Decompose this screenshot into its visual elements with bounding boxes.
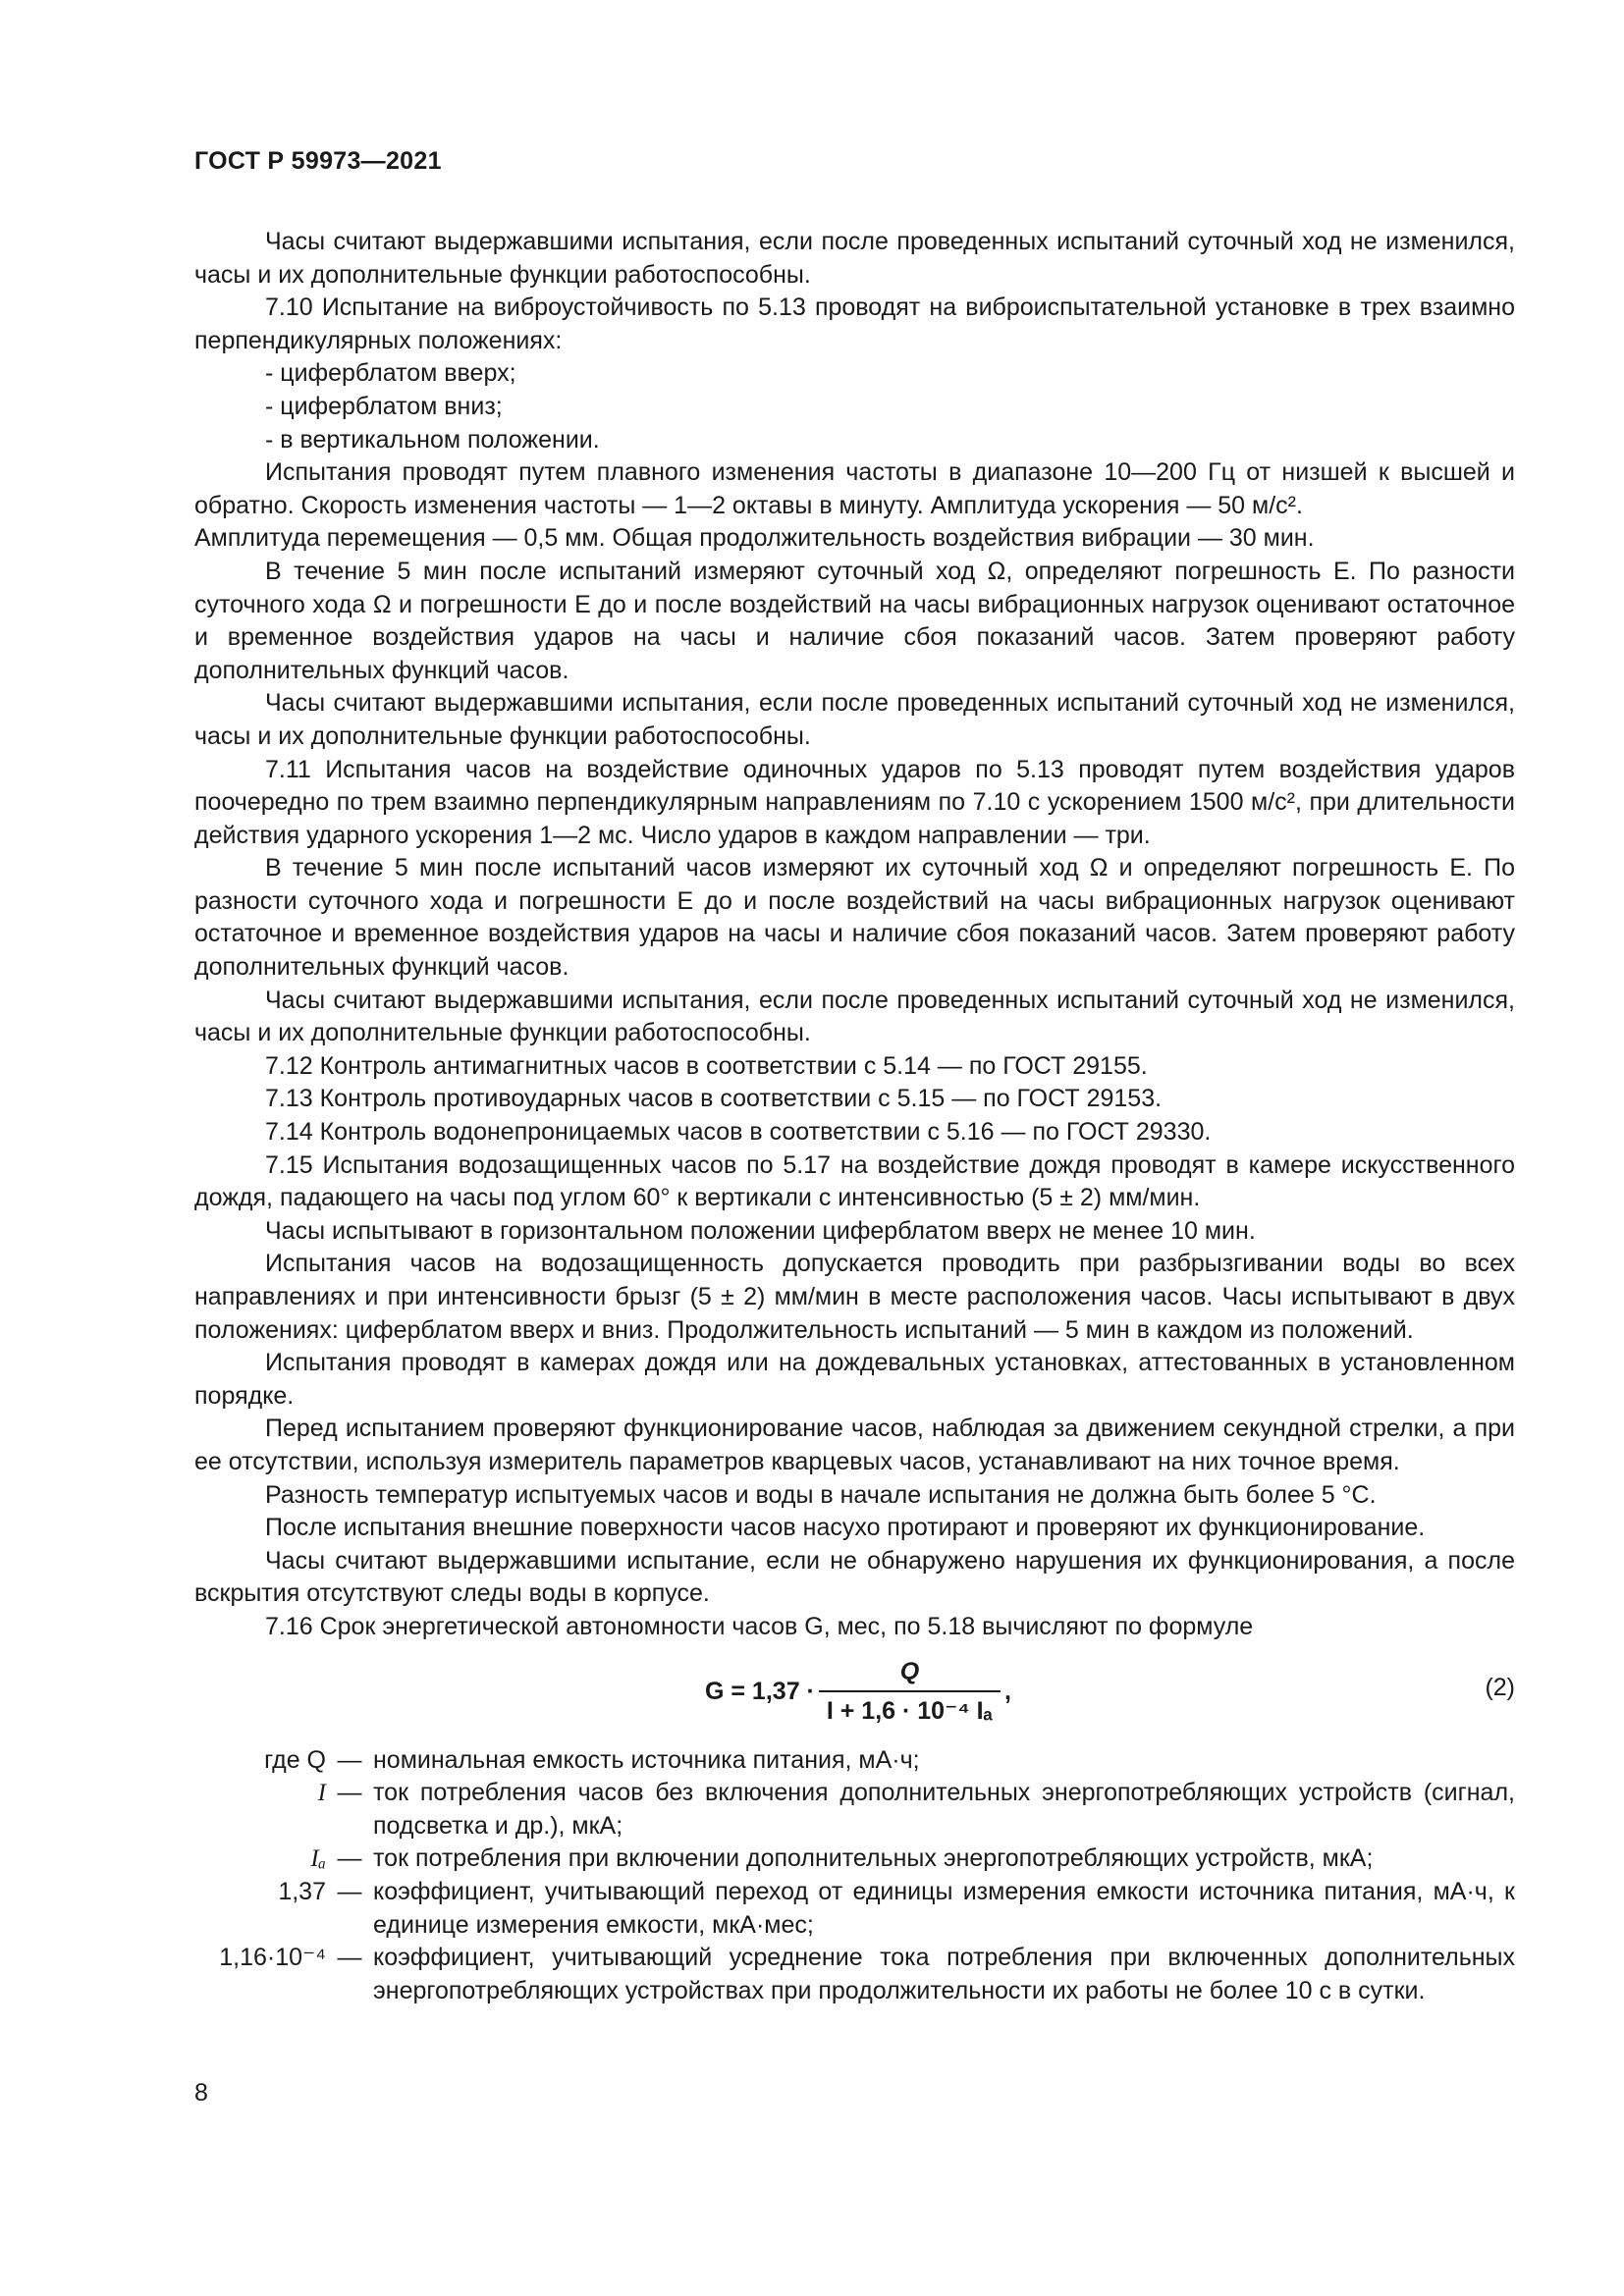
formula-legend [194, 1744, 1515, 2008]
legend-symbol: Iₐ [310, 1845, 326, 1873]
paragraph: Часы считают выдержавшими испытания, если после проведенных испытаний суточный ход не изменился, часы и их дополнительные функции работоспособны. [194, 986, 1515, 1047]
formula-lhs: G = 1,37 · [705, 1677, 815, 1705]
formula-number: (2) [1485, 1673, 1515, 1701]
legend-dash: — [337, 1745, 362, 1774]
page-header-title: ГОСТ Р 59973—2021 [194, 147, 442, 175]
legend-text: коэффициент, учитывающий переход от единицы измерения емкости источника питания, мА·ч, к единице измерения емкости, мкА·мес; [373, 1877, 1515, 1939]
body-text [194, 226, 1515, 2007]
list-item: - циферблатом вниз; [265, 392, 503, 420]
paragraph: Часы считают выдержавшими испытания, если после проведенных испытаний суточный ход не изменился, часы и их дополнительные функции работоспособны. [194, 689, 1515, 750]
legend-row [194, 1777, 1515, 1842]
paragraph-7-13: 7.13 Контроль противоударных часов в соответствии с 5.15 — по ГОСТ 29153. [265, 1085, 1163, 1113]
legend-dash: — [337, 1844, 362, 1873]
paragraph: Испытания проводят в камерах дождя или на дождевальных установках, аттестованных в установленном порядке. [194, 1349, 1515, 1410]
legend-row [194, 1942, 1515, 2007]
legend-dash: — [337, 1779, 362, 1807]
paragraph: Амплитуда перемещения — 0,5 мм. Общая продолжительность воздействия вибрации — 30 мин. [194, 524, 1315, 553]
paragraph: Перед испытанием проверяют функционирование часов, наблюдая за движением секундной стрелки, а при ее отсутствии, используя измеритель параметров кварцевых часов, устанавливают на них точное время. [194, 1415, 1515, 1475]
legend-text: номинальная емкость источника питания, мА·ч; [373, 1745, 920, 1774]
list-item: - циферблатом вверх; [265, 359, 516, 388]
legend-dash: — [337, 1944, 362, 1972]
paragraph: В течение 5 мин после испытаний часов измеряют их суточный ход Ω и определяют погрешность E. По разности суточного хода и погрешности E до и после воздействий на часы вибрационных нагрузок оценивают остаточное и временное воздействия ударов на часы и наличие сбоя показаний часов. Затем проверяют работу дополнительных функций часов. [194, 854, 1515, 982]
paragraph: После испытания внешние поверхности часов насухо протирают и проверяют их функционирование. [265, 1514, 1426, 1542]
paragraph-7-16: 7.16 Срок энергетической автономности часов G, мес, по 5.18 вычисляют по формуле [265, 1612, 1254, 1640]
legend-symbol: где Q [264, 1745, 326, 1774]
formula-expression [705, 1656, 1011, 1729]
paragraph: Разность температур испытуемых часов и воды в начале испытания не должна быть более 5 °С. [265, 1480, 1377, 1509]
paragraph-7-12: 7.12 Контроль антимагнитных часов в соответствии с 5.14 — по ГОСТ 29155. [265, 1051, 1148, 1080]
paragraph-7-15: 7.15 Испытания водозащищенных часов по 5.17 на воздействие дождя проводят в камере искусственного дождя, падающего на часы под углом 60° к вертикали с интенсивностью (5 ± 2) мм/мин. [194, 1150, 1515, 1212]
legend-symbol: 1,37 [278, 1877, 326, 1905]
legend-row [194, 1842, 1515, 1876]
formula-2 [194, 1648, 1515, 1738]
legend-dash: — [337, 1877, 362, 1905]
formula-fraction [819, 1656, 1001, 1729]
page-number: 8 [194, 2079, 208, 2107]
list-item: - в вертикальном положении. [265, 425, 600, 454]
formula-denominator: I + 1,6 · 10⁻⁴ Iₐ [819, 1690, 1001, 1729]
paragraph: Часы считают выдержавшими испытание, если не обнаружено нарушения их функционирования, а после вскрытия отсутствуют следы воды в корпусе. [194, 1546, 1515, 1608]
legend-row [194, 1744, 1515, 1778]
legend-text: ток потребления часов без включения дополнительных энергопотребляющих устройств (сигнал, подсветка и др.), мкА; [373, 1779, 1515, 1840]
paragraph-7-11: 7.11 Испытания часов на воздействие одиночных ударов по 5.13 проводят путем воздействия ударов поочередно по трем взаимно перпендикулярным направлениям по 7.10 с ускорением 1500 м/с², при длительности действия ударного ускорения 1—2 мс. Число ударов в каждом направлении — три. [194, 755, 1515, 849]
paragraph: Часы испытывают в горизонтальном положении циферблатом вверх не менее 10 мин. [265, 1216, 1256, 1245]
formula-tail: , [1003, 1677, 1011, 1705]
paragraph: В течение 5 мин после испытаний измеряют суточный ход Ω, определяют погрешность E. По разности суточного хода Ω и погрешности E до и после воздействий на часы вибрационных нагрузок оценивают остаточное и временное воздействия ударов на часы и наличие сбоя показаний часов. Затем проверяют работу дополнительных функций часов. [194, 557, 1515, 684]
paragraph-7-14: 7.14 Контроль водонепроницаемых часов в соответствии с 5.16 — по ГОСТ 29330. [265, 1118, 1212, 1147]
legend-symbol: I [317, 1780, 326, 1807]
legend-symbol: 1,16·10⁻⁴ [219, 1944, 326, 1972]
paragraph: Часы считают выдержавшими испытания, если после проведенных испытаний суточный ход не изменился, часы и их дополнительные функции работоспособны. [194, 228, 1515, 289]
legend-text: ток потребления при включении дополнительных энергопотребляющих устройств, мкА; [373, 1844, 1374, 1873]
paragraph: Испытания проводят путем плавного изменения частоты в диапазоне 10—200 Гц от низшей к высшей и обратно. Скорость изменения частоты — 1—2 октавы в минуту. Амплитуда ускорения — 50 м/с². [194, 458, 1515, 519]
paragraph: Испытания часов на водозащищенность допускается проводить при разбрызгивании воды во всех направлениях и при интенсивности брызг (5 ± 2) мм/мин в месте расположения часов. Часы испытывают в двух положениях: циферблатом вверх и вниз. Продолжительность испытаний — 5 мин в каждом из положений. [194, 1250, 1515, 1344]
legend-row [194, 1876, 1515, 1942]
formula-numerator: Q [899, 1657, 920, 1685]
legend-text: коэффициент, учитывающий усреднение тока потребления при включенных дополнительных энергопотребляющих устройствах при продолжительности их работы не более 10 с в сутки. [373, 1944, 1515, 2004]
paragraph-7-10: 7.10 Испытание на виброустойчивость по 5.13 проводят на виброиспытательной установке в трех взаимно перпендикулярных положениях: [194, 294, 1515, 354]
